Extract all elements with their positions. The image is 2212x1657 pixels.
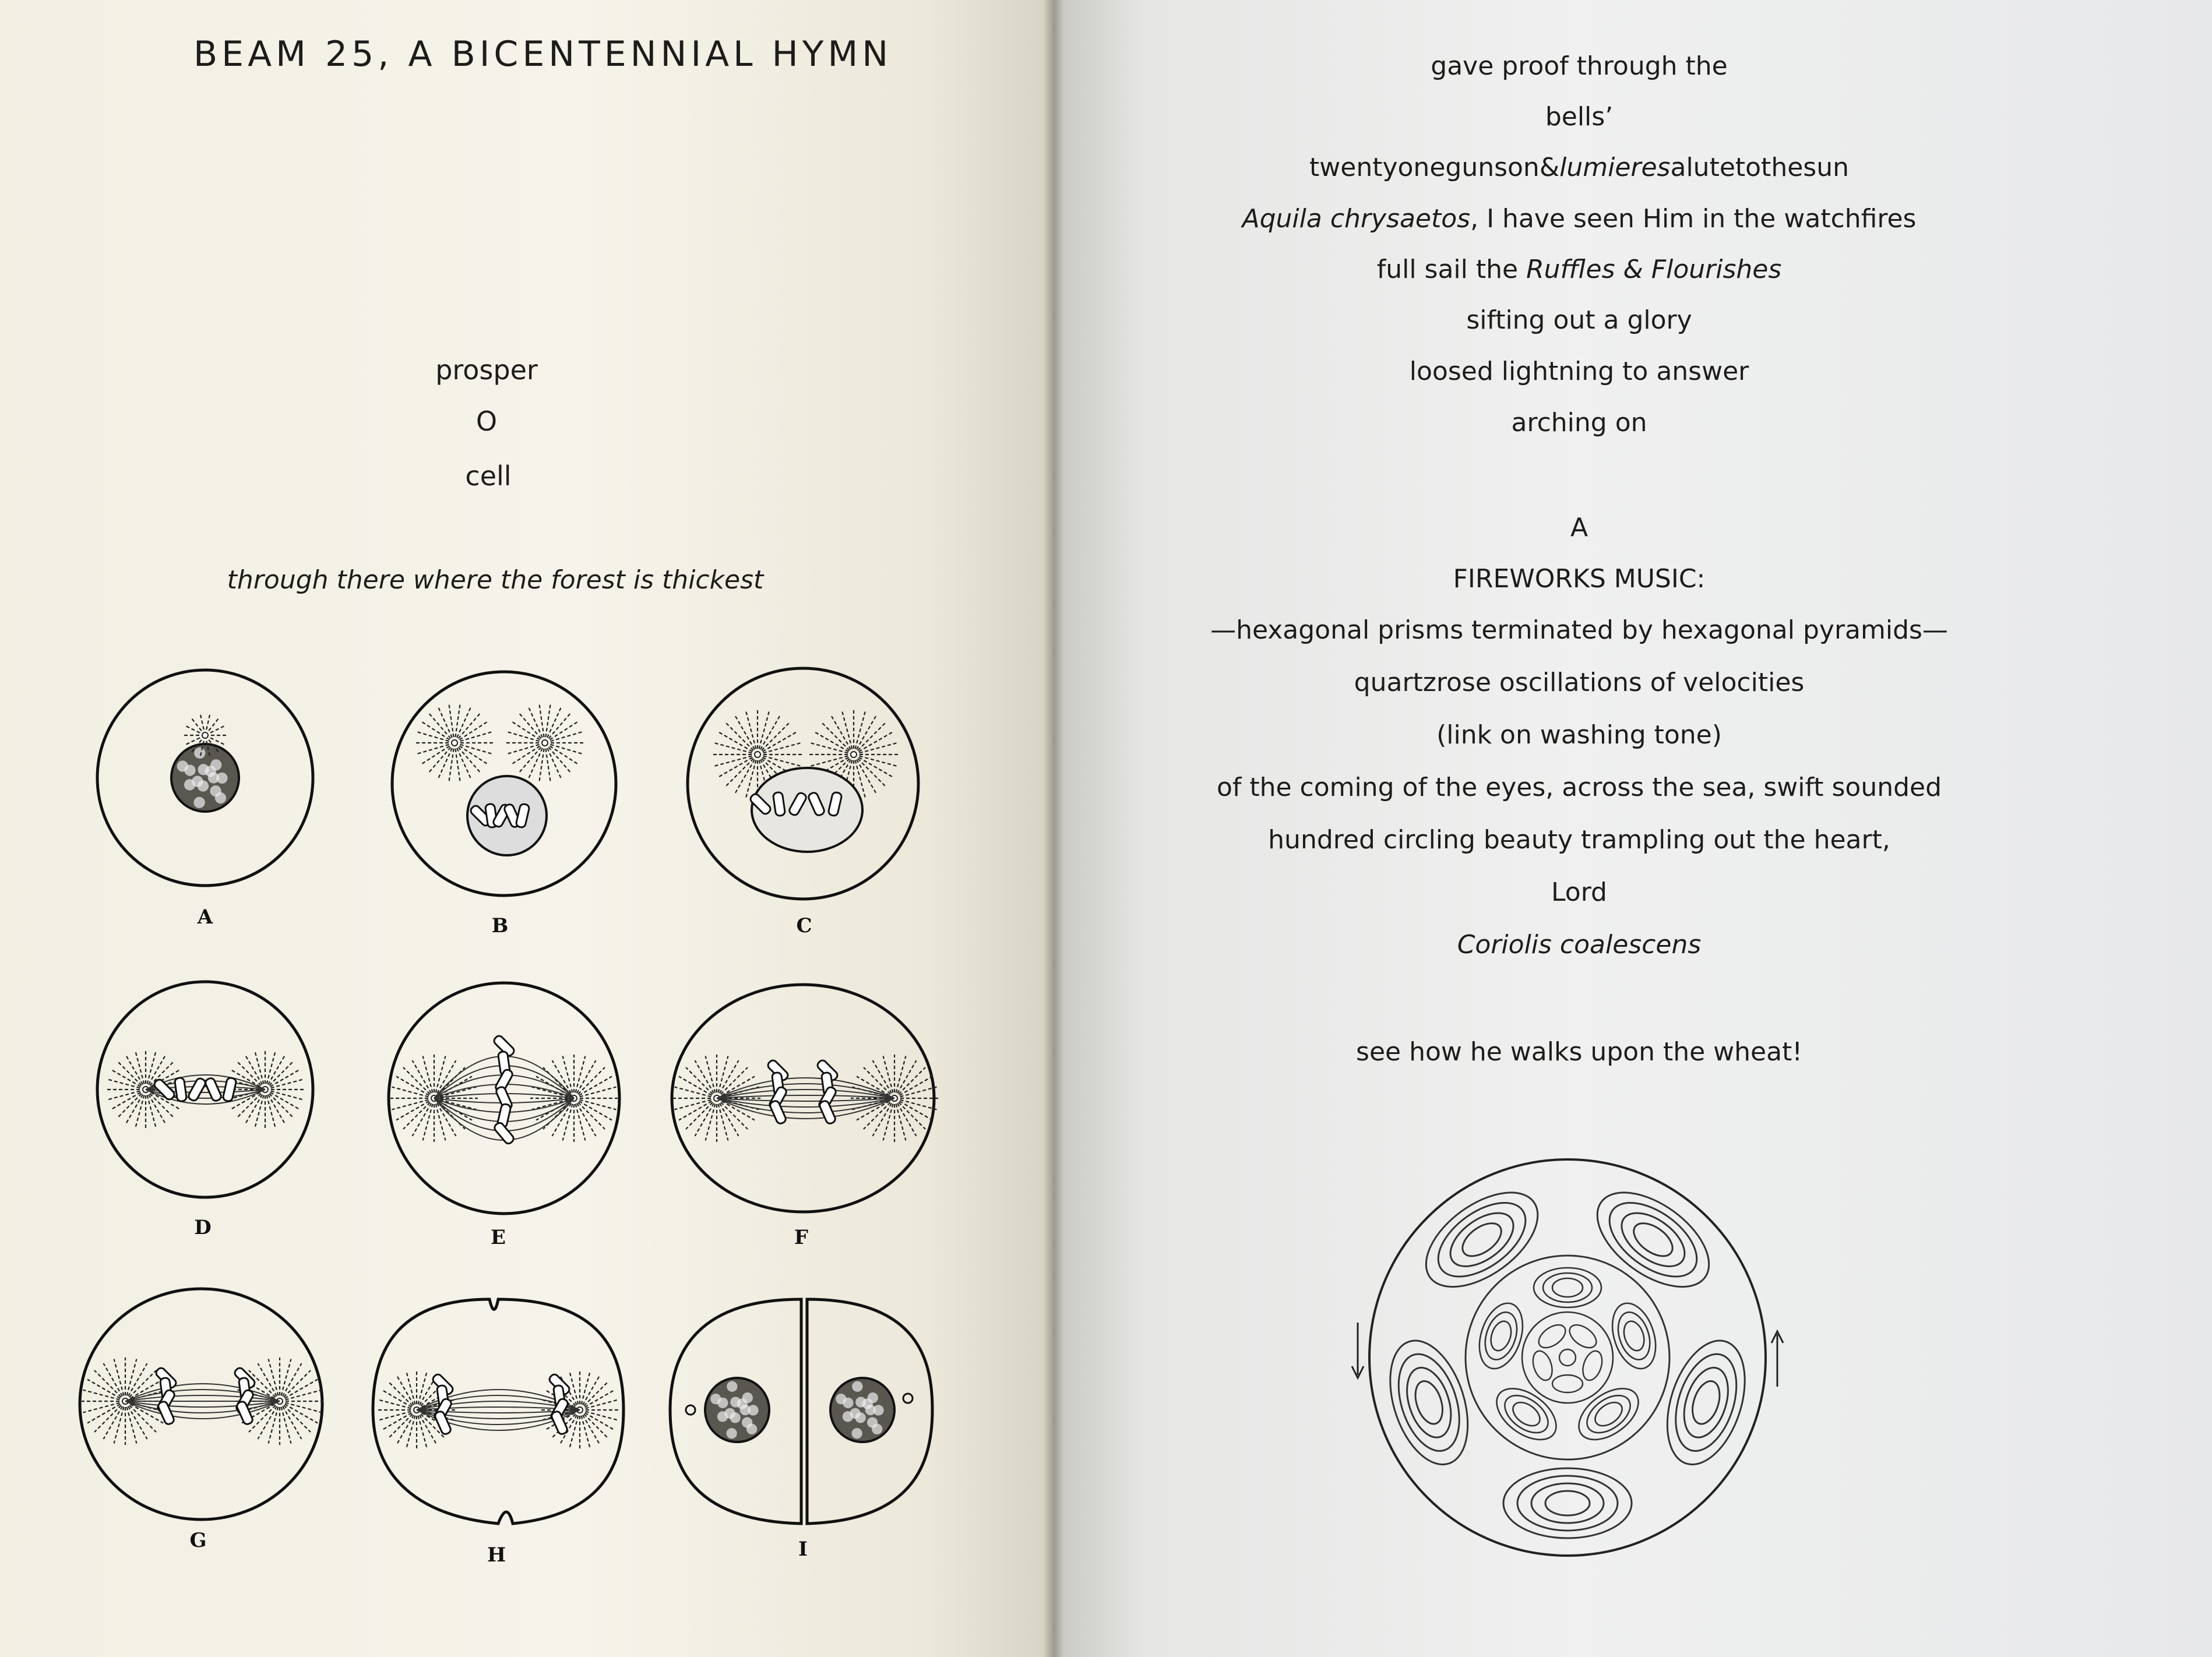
aster-ray (721, 1102, 748, 1129)
aster-ray (283, 1363, 302, 1396)
aster-ray (94, 1370, 121, 1397)
poem-segment: alutetothesun (1670, 153, 1849, 182)
aster-ray (679, 1101, 711, 1120)
figure-label: C (796, 914, 812, 937)
aster-ray (720, 1060, 739, 1093)
poem-segment: gave proof through the (1431, 51, 1728, 81)
centrosome (202, 732, 208, 738)
vortex-contour (1535, 1320, 1570, 1352)
chromatin (855, 1397, 866, 1407)
word-cell: cell (465, 460, 512, 492)
centrosome (542, 740, 548, 746)
vortex-contour (1579, 1349, 1605, 1383)
aster-ray (518, 712, 541, 738)
figure-label: A (197, 905, 213, 929)
chromatin (742, 1392, 753, 1403)
chromosome (493, 1122, 515, 1145)
aster-ray (129, 1405, 156, 1432)
poem-segment: FIREWORKS MUSIC: (1453, 564, 1706, 594)
aster-ray (269, 1061, 294, 1085)
poem-segment: loosed lightning to answer (1409, 357, 1749, 386)
chromatin (748, 1405, 758, 1415)
aster-ray (549, 748, 572, 774)
chromatin (851, 1428, 862, 1439)
aster-ray (285, 1404, 318, 1423)
aster-ray (900, 1101, 932, 1120)
aster-ray (285, 1380, 318, 1399)
vortex-contour (1543, 1273, 1592, 1302)
aster-ray (117, 1061, 142, 1085)
chromatin (868, 1392, 878, 1403)
poem-line (1356, 1037, 1802, 1067)
aster-ray (864, 1102, 890, 1129)
poem-line (1309, 153, 1849, 182)
poem-segment: hundred circling beauty trampling out the heart, (1268, 825, 1890, 855)
chromatin (194, 748, 205, 759)
poem-segment: Aquila chrysaetos (1242, 204, 1471, 234)
aster-ray (897, 1060, 917, 1093)
vortex-contour (1399, 1362, 1459, 1443)
aster-ray (396, 1077, 429, 1096)
chromatin (852, 1381, 862, 1392)
poem-segment: —hexagonal prisms terminated by hexagonal pyramids— (1210, 615, 1948, 645)
vortex-contour (1441, 1203, 1523, 1277)
aster-ray (87, 1380, 120, 1399)
aster-ray (459, 712, 481, 738)
cell-outline (97, 982, 313, 1197)
vortex-contour (1531, 1483, 1604, 1523)
chromatin (215, 792, 226, 803)
poem-line (1512, 408, 1647, 438)
aster-ray (695, 1060, 714, 1093)
chromatin (710, 1394, 721, 1404)
chromatin (730, 1397, 741, 1407)
aster-ray (428, 712, 450, 738)
vortex-contour (1621, 1318, 1648, 1353)
vortex-contour (1570, 1378, 1648, 1450)
vortex-contour (1591, 1398, 1626, 1430)
chromatin (184, 779, 195, 790)
chromosome (773, 792, 785, 816)
chromatin (210, 759, 221, 770)
aster-ray (206, 713, 210, 729)
aster-ray (284, 1405, 311, 1432)
aster-ray (518, 748, 541, 774)
vortex-contour (1552, 1375, 1583, 1392)
aster-ray (403, 1102, 430, 1129)
aster-ray (721, 1067, 748, 1094)
poem-segment: arching on (1511, 408, 1647, 438)
vortex-contour (1411, 1378, 1447, 1427)
poem-line (1268, 825, 1890, 855)
aster-ray (858, 759, 886, 787)
aster-ray (237, 1061, 261, 1085)
vortex-contour (1488, 1378, 1566, 1450)
aster-ray (403, 1067, 430, 1094)
chromatin (855, 1412, 865, 1423)
core-ring (1522, 1312, 1613, 1403)
aster-ray (899, 1067, 925, 1094)
chromatin (198, 780, 209, 791)
poem-line (1453, 564, 1706, 594)
vortex-contour (1566, 1320, 1601, 1352)
vortex-contour (1580, 1388, 1637, 1440)
vortex-contour (1530, 1349, 1556, 1383)
forest-line: through there where the forest is thickest (227, 565, 764, 595)
spindle-fiber (125, 1401, 280, 1407)
poem-segment: quartzrose oscillations of velocities (1354, 668, 1805, 697)
poem-line (1436, 720, 1722, 750)
poem-segment: bells’ (1545, 102, 1614, 132)
aster-ray (577, 1104, 596, 1136)
aster-ray (128, 1363, 147, 1396)
page-header: BEAM 25, A BICENTENNIAL HYMN (193, 34, 893, 75)
aster-ray (679, 1077, 711, 1096)
aster-ray (104, 1406, 123, 1439)
figure-label: B (491, 914, 509, 937)
aster-ray (900, 1077, 932, 1096)
chromatin (730, 1412, 740, 1423)
aster-ray (577, 1060, 596, 1093)
aster-ray (459, 748, 481, 774)
aster-ray (858, 721, 886, 750)
poem-line (1354, 668, 1805, 697)
chromatin (193, 797, 205, 808)
poem-line (1210, 615, 1948, 645)
chromatin (746, 1424, 757, 1434)
poem-segment: Ruffles & Flourishes (1526, 255, 1782, 284)
poem-segment: Coriolis coalescens (1457, 930, 1702, 960)
aster-ray (762, 721, 790, 750)
aster-ray (413, 1104, 432, 1136)
center-point (1559, 1349, 1576, 1366)
chromatin (727, 1381, 737, 1392)
aster-ray (258, 1406, 277, 1439)
vortex-contour (1503, 1468, 1632, 1538)
aster-ray (686, 1102, 713, 1129)
aster-ray (549, 712, 572, 738)
aster-ray (873, 1060, 892, 1093)
word-prosper: prosper (435, 354, 538, 386)
vortex-contour (1498, 1388, 1555, 1440)
aster-ray (578, 1067, 605, 1094)
poem-segment: full sail the (1376, 255, 1527, 284)
aster-ray (579, 1101, 612, 1120)
aster-ray (873, 1104, 892, 1136)
figure-label: D (194, 1216, 212, 1239)
poem-line (1217, 773, 1942, 802)
poem-line (1551, 877, 1607, 907)
poem-line (1431, 51, 1727, 81)
poem-segment: (link on washing tone) (1436, 720, 1722, 750)
aster-ray (686, 1067, 713, 1094)
poem-segment: lumieres (1559, 153, 1671, 182)
poem-line (1410, 357, 1749, 386)
spindle-fiber (125, 1395, 280, 1401)
aster-ray (864, 1067, 890, 1094)
aster-ray (396, 1101, 429, 1120)
aster-ray (87, 1404, 120, 1423)
chromatin (198, 764, 209, 775)
aster-ray (724, 721, 753, 750)
aster-ray (269, 1094, 294, 1118)
vortex-contour (1605, 1298, 1664, 1374)
chromatin (216, 773, 227, 784)
figure-label: G (189, 1529, 207, 1552)
aster-ray (413, 1060, 432, 1093)
vortex-contour (1628, 1217, 1678, 1263)
chromatin (726, 1428, 737, 1439)
chromatin (717, 1411, 728, 1422)
aster-ray (200, 713, 204, 729)
vortex-contour (1387, 1346, 1471, 1459)
poem-line (1545, 102, 1613, 132)
poem-segment: see how he walks upon the wheat! (1356, 1037, 1802, 1067)
poem-line (1457, 930, 1702, 960)
chromosome (174, 1077, 186, 1102)
mitosis-figure (0, 0, 1049, 1657)
figure-label: H (487, 1543, 506, 1567)
poem-line (1377, 255, 1782, 284)
centrosome (452, 740, 457, 746)
aster-ray (584, 1381, 608, 1406)
chromatin (843, 1411, 853, 1422)
aster-ray (284, 1370, 311, 1397)
vortex-contour (1552, 1278, 1583, 1297)
vortex-contour (1410, 1174, 1555, 1306)
aster-ray (899, 1102, 925, 1129)
vortex-contour (1664, 1346, 1748, 1459)
aster-ray (584, 1414, 608, 1439)
vortex-contour (1688, 1378, 1724, 1427)
aster-ray (258, 1363, 277, 1396)
poem-segment: twentyonegunson& (1309, 153, 1560, 182)
vortex-contour (1480, 1308, 1523, 1363)
aster-ray (94, 1405, 121, 1432)
coriolis-diagram (1340, 1130, 1795, 1585)
vortex-contour (1676, 1362, 1736, 1443)
aster-ray (578, 1102, 605, 1129)
chromatin (873, 1405, 883, 1415)
aster-ray (117, 1094, 142, 1118)
aster-ray (388, 1414, 413, 1439)
poem-segment: sifting out a glory (1466, 305, 1692, 335)
poem-segment: , I have seen Him in the watchfires (1470, 204, 1917, 234)
centrosome (903, 1394, 913, 1403)
vortex-contour (1612, 1308, 1656, 1363)
centrosome (686, 1405, 695, 1415)
aster-ray (720, 1104, 739, 1136)
aster-ray (283, 1406, 302, 1439)
aster-ray (820, 721, 849, 750)
figure-label: I (798, 1538, 808, 1561)
chromatin (872, 1424, 882, 1434)
aster-ray (695, 1104, 714, 1136)
vortex-contour (1545, 1491, 1590, 1515)
aster-ray (897, 1104, 917, 1136)
vortex-contour (1612, 1203, 1694, 1277)
aster-ray (724, 759, 753, 787)
chromatin (836, 1394, 846, 1404)
inner-ring (1466, 1256, 1669, 1459)
aster-ray (237, 1094, 261, 1118)
word-o: O (475, 406, 498, 437)
aster-ray (128, 1406, 147, 1439)
aster-ray (129, 1370, 156, 1397)
vortex-contour (1509, 1398, 1544, 1430)
poem-line (1242, 204, 1917, 234)
spindle-fiber (717, 1098, 894, 1113)
vortex-contour (1488, 1318, 1515, 1353)
aster-ray (579, 1077, 612, 1096)
aster-ray (388, 1381, 413, 1406)
poem-segment: Lord (1551, 877, 1607, 907)
centrosome (851, 752, 857, 757)
poem-line (1466, 305, 1692, 335)
aster-ray (104, 1363, 123, 1396)
chromatin (177, 760, 188, 771)
poem-line (1570, 513, 1588, 542)
figure-label: F (794, 1226, 809, 1249)
poem-segment: of the coming of the eyes, across the sea, swift sounded (1216, 773, 1942, 802)
vortex-contour (1472, 1298, 1531, 1374)
aster-ray (428, 748, 450, 774)
centrosome (755, 752, 760, 757)
vortex-contour (1457, 1217, 1507, 1263)
poem-segment: A (1570, 513, 1588, 542)
figure-label: E (491, 1226, 506, 1249)
vortex-contour (1581, 1174, 1726, 1306)
spindle-fiber (717, 1084, 894, 1098)
